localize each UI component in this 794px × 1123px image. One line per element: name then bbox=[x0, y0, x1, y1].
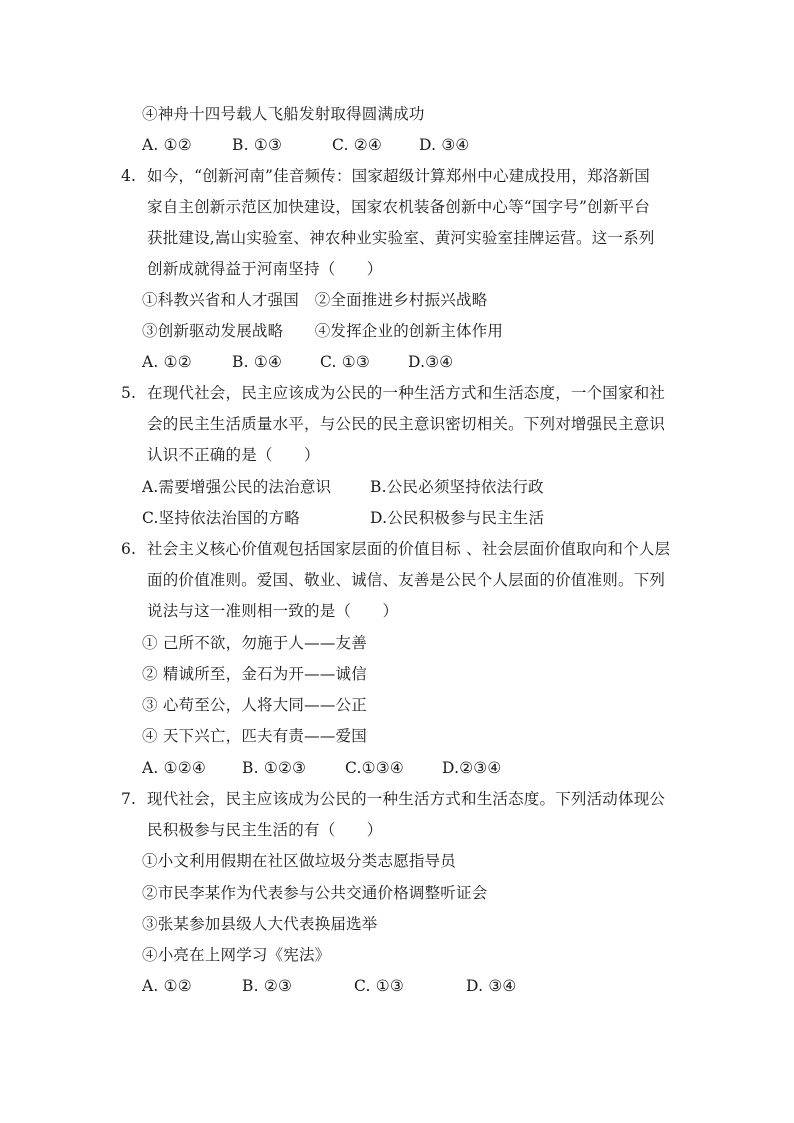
q3-option-d: D. ③④ bbox=[419, 136, 470, 154]
q3-option-b: B. ①③ bbox=[232, 136, 283, 154]
q6-number: 6. bbox=[121, 540, 137, 558]
q7-option-b: B. ②③ bbox=[242, 977, 293, 995]
q7-options bbox=[142, 976, 517, 996]
q6-item-4: ④ 天下兴亡，匹夫有责——爱国 bbox=[142, 727, 367, 745]
q4-stem-line-3: 获批建设,嵩山实验室、神农种业实验室、黄河实验室挂牌运营。这一系列 bbox=[147, 229, 655, 247]
q6-option-a: A. ①②④ bbox=[142, 759, 206, 777]
q3-options bbox=[142, 135, 470, 155]
q6-stem-line-3: 说法与这一准则相一致的是（ ） bbox=[147, 602, 399, 620]
q4-stem-line-4: 创新成就得益于河南坚持（ ） bbox=[147, 260, 383, 278]
q7-option-c: C. ①③ bbox=[354, 977, 404, 995]
q4-items-line-2: ③创新驱动发展战略 ④发挥企业的创新主体作用 bbox=[142, 322, 504, 340]
q3-option-c: C. ②④ bbox=[332, 136, 382, 154]
q4-stem-line-2: 家自主创新示范区加快建设，国家农机装备创新中心等“国字号”创新平台 bbox=[147, 198, 650, 216]
q4-stem-line-1: 如今，“创新河南”佳音频传：国家超级计算郑州中心建成投用，郑洛新国 bbox=[147, 167, 650, 185]
q6-item-3: ③ 心苟至公，人将大同——公正 bbox=[142, 696, 367, 714]
q6-stem-line-1: 社会主义核心价值观包括国家层面的价值目标 、社会层面价值取向和个人层 bbox=[147, 540, 671, 558]
q5-stem-line-3: 认识不正确的是（ ） bbox=[147, 446, 320, 464]
q5-number: 5. bbox=[121, 384, 137, 402]
q6-item-2: ② 精诚所至，金石为开——诚信 bbox=[142, 665, 367, 683]
q7-stem-line-2: 民积极参与民主生活的有（ ） bbox=[147, 821, 383, 839]
q7-option-a: A. ①② bbox=[142, 977, 192, 995]
q7-stem-line-1: 现代社会，民主应该成为公民的一种生活方式和生活态度。下列活动体现公 bbox=[147, 790, 666, 808]
q4-option-a: A. ①② bbox=[142, 353, 192, 371]
q4-items-line-1: ①科教兴省和人才强国 ②全面推进乡村振兴战略 bbox=[142, 291, 488, 309]
q4-option-b: B. ①④ bbox=[232, 353, 283, 371]
q5-option-b: B.公民必须坚持依法行政 bbox=[370, 478, 544, 496]
q4-options bbox=[142, 352, 453, 372]
q6-option-c: C.①③④ bbox=[345, 759, 404, 777]
q5-option-c: C.坚持依法治国的方略 bbox=[142, 509, 300, 527]
q7-item-2: ②市民李某作为代表参与公共交通价格调整听证会 bbox=[142, 884, 488, 902]
q6-stem-line-2: 面的价值准则。爱国、敬业、诚信、友善是公民个人层面的价值准则。下列 bbox=[147, 571, 666, 589]
q4-number: 4. bbox=[121, 167, 137, 185]
q4-option-c: C. ①③ bbox=[320, 353, 370, 371]
q7-item-4: ④小亮在上网学习《宪法》 bbox=[142, 946, 331, 964]
q7-item-3: ③张某参加县级人大代表换届选举 bbox=[142, 915, 378, 933]
q6-item-1: ① 己所不欲，勿施于人——友善 bbox=[142, 634, 367, 652]
q4-option-d: D.③④ bbox=[408, 353, 454, 371]
q7-item-1: ①小文利用假期在社区做垃圾分类志愿指导员 bbox=[142, 852, 457, 870]
q6-options bbox=[142, 758, 502, 778]
q3-option-a: A. ①② bbox=[142, 136, 192, 154]
q5-stem-line-2: 会的民主生活质量水平，与公民的民主意识密切相关。下列对增强民主意识 bbox=[147, 415, 666, 433]
q5-stem-line-1: 在现代社会，民主应该成为公民的一种生活方式和生活态度，一个国家和社 bbox=[147, 384, 666, 402]
q7-option-d: D. ③④ bbox=[466, 977, 517, 995]
q3-item-4: ④神舟十四号载人飞船发射取得圆满成功 bbox=[142, 105, 425, 123]
q6-option-b: B. ①②③ bbox=[242, 759, 307, 777]
q7-number: 7. bbox=[121, 790, 137, 808]
q5-option-d: D.公民积极参与民主生活 bbox=[370, 509, 545, 527]
q6-option-d: D.②③④ bbox=[442, 759, 502, 777]
q5-option-a: A.需要增强公民的法治意识 bbox=[142, 478, 332, 496]
